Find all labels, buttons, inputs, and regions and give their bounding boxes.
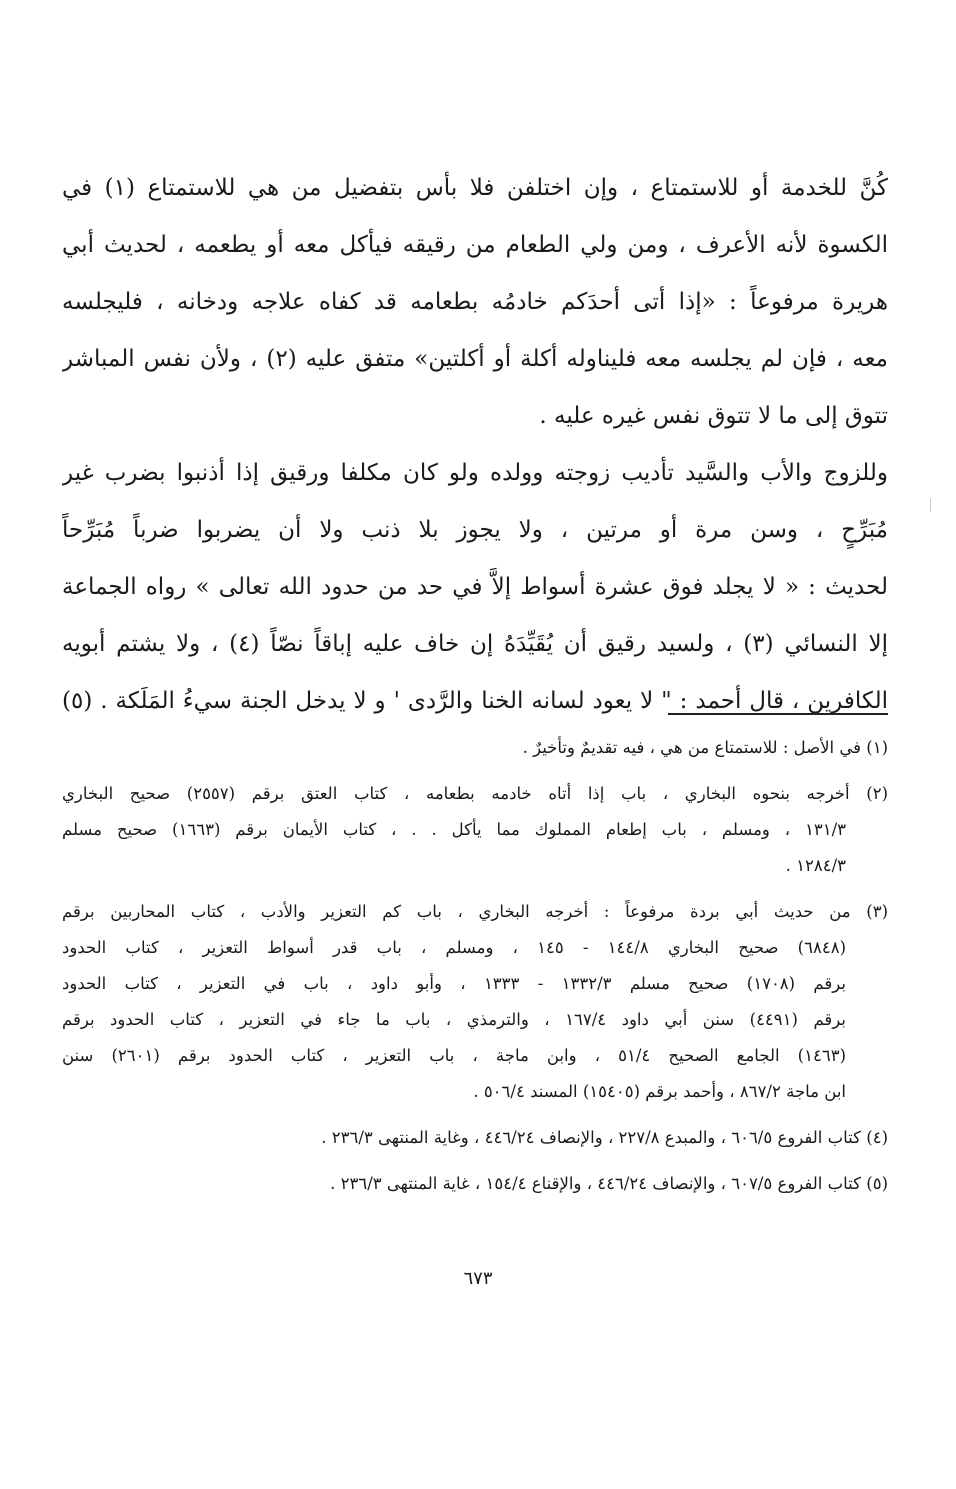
main-body-text bbox=[62, 160, 888, 730]
footnote-2 bbox=[62, 776, 888, 884]
margin-mark bbox=[930, 498, 937, 512]
footnote-line: (٦٨٤٨) صحيح البخاري ١٤٤/٨ - ١٤٥ ، ومسلم ، باب قدر أسواط التعزير ، كتاب الحدود bbox=[62, 938, 846, 957]
main-text-line: هريرة مرفوعاً : «إذا أتى أحدَكم خادمُه بطعامه قد كفاه علاجه ودخانه ، فليجلسه bbox=[62, 289, 888, 315]
footnote-line: برقم (٤٤٩١) سنن أبي داود ١٦٧/٤ ، والترمذي ، باب ما جاء في التعزير ، كتاب الحدود برقم bbox=[62, 1010, 847, 1029]
footnote-4 bbox=[62, 1120, 888, 1156]
footnote-line: برقم (١٧٠٨) صحيح مسلم ١٣٣٢/٣ - ١٣٣٣ ، وأبو داود ، باب في التعزير ، كتاب الحدود bbox=[62, 974, 846, 993]
footnote-line: (١) في الأصل : للاستمتاع من هي ، فيه تقديمٌ وتأخيرٌ . bbox=[522, 738, 888, 757]
main-text-line: إلا النسائي (٣) ، ولسيد رقيق أن يُقَيِّدَهُ إن خاف عليه إباقاً نصّاً (٤) ، ولا يشتم أبويه bbox=[62, 631, 888, 657]
page-number: ٦٧٣ bbox=[463, 1268, 493, 1289]
main-text-line: معه ، فإن لم يجلسه معه فليناوله أكلة أو أكلتين» متفق عليه (٢) ، ولأن نفس المباشر bbox=[62, 346, 888, 372]
footnote-separator-rule bbox=[668, 713, 888, 715]
footnote-line: ابن ماجة ٨٦٧/٢ ، وأحمد برقم (١٥٤٠٥) المسند ٥٠٦/٤ . bbox=[473, 1082, 846, 1101]
main-text-line: كُنَّ للخدمة أو للاستمتاع ، وإن اختلفن فلا بأس بتفضيل من هي للاستمتاع (١) في bbox=[62, 175, 888, 201]
footnote-line: (٤) كتاب الفروع ٦٠٦/٥ ، والمبدع ٢٢٧/٨ ، والإنصاف ٤٤٦/٢٤ ، وغاية المنتهى ٢٣٦/٣ . bbox=[321, 1128, 888, 1147]
main-text-line: وللزوج والأب والسَّيد تأديب زوجته وولده ولو كان مكلفا ورقيق إذا أذنبوا بضرب غير bbox=[62, 460, 888, 486]
footnote-line: (٣) من حديث أبي بردة مرفوعاً : أخرجه البخاري ، باب كم التعزير والأدب ، كتاب المحاربين برقم bbox=[62, 902, 888, 921]
footnote-line: (١٤٦٣) الجامع الصحيح ٥١/٤ ، وابن ماجة ، باب التعزير ، كتاب الحدود برقم (٢٦٠١) سنن bbox=[62, 1046, 846, 1065]
footnote-line: ١٣١/٣ ، ومسلم ، باب إطعام المملوك مما يأكل . . ، كتاب الأيمان برقم (١٦٦٣) صحيح مسلم bbox=[62, 820, 846, 839]
footnote-line: (٥) كتاب الفروع ٦٠٧/٥ ، والإنصاف ٤٤٦/٢٤ ، والإقناع ١٥٤/٤ ، غاية المنتهى ٢٣٦/٣ . bbox=[330, 1174, 888, 1193]
main-text-line: تتوق إلى ما لا تتوق نفس غيره عليه . bbox=[539, 403, 888, 429]
footnote-3 bbox=[62, 894, 888, 1110]
main-text-line: مُبَرِّحٍ ، وسن مرة أو مرتين ، ولا يجوز بلا ذنب ولا أن يضربوا ضرباً مُبَرِّحاً bbox=[62, 517, 888, 543]
footnote-5 bbox=[62, 1166, 888, 1202]
main-text-line: الكافرين ، قال أحمد : " لا يعود لسانه الخنا والرَّدى ' و لا يدخل الجنة سيءُ المَلَكة . (٥) bbox=[62, 688, 888, 714]
footnote-line: ١٢٨٤/٣ . bbox=[785, 856, 846, 875]
footnote-1 bbox=[62, 730, 888, 766]
footnotes-section bbox=[62, 730, 888, 1212]
main-text-line: الكسوة لأنه الأعرف ، ومن ولي الطعام من رقيقه فيأكل معه أو يطعمه ، لحديث أبي bbox=[62, 232, 888, 258]
footnote-line: (٢) أخرجه بنحوه البخاري ، باب إذا أتاه خادمه بطعامه ، كتاب العتق برقم (٢٥٥٧) صحيح البخاري bbox=[62, 784, 888, 803]
main-text-line: لحديث : « لا يجلد فوق عشرة أسواط إلاَّ في حد من حدود الله تعالى » رواه الجماعة bbox=[62, 574, 888, 600]
